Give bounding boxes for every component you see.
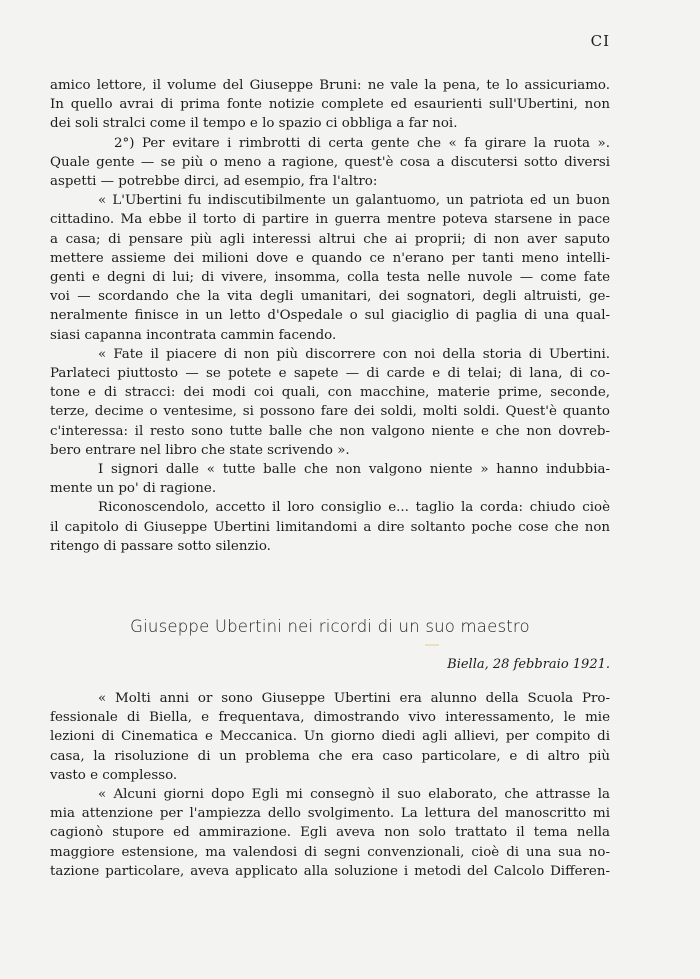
text-line: amico lettore, il volume del Giuseppe Bruni: ne vale la pena, te lo assicuriamo. — [50, 78, 610, 93]
text-line: « Molti anni or sono Giuseppe Ubertini era alunno della Scuola Pro- — [98, 691, 610, 706]
text-line: mia attenzione per l'ampiezza dello svolgimento. La lettura del manoscritto mi — [50, 806, 610, 822]
text-line: mettere assieme dei milioni dove e quando ce n'erano per tanti meno intelli- — [50, 250, 610, 266]
text-line: bero entrare nel libro che state scrivendo ». — [50, 442, 350, 458]
text-line: cagionò stupore ed ammirazione. Egli aveva non solo trattato il tema nella — [50, 825, 610, 841]
text-line: cittadino. Ma ebbe il torto di partire in guerra mentre poteva starsene in pace — [50, 212, 610, 228]
text-line: tazione particolare, aveva applicato alla soluzione i metodi del Calcolo Differen- — [50, 863, 610, 879]
text-line: 2°) Per evitare i rimbrotti di certa gente che « fa girare la ruota ». — [114, 135, 610, 151]
text-line: « Alcuni giorni dopo Egli mi consegnò il suo elaborato, che attrasse la — [98, 787, 610, 803]
text-line: il capitolo di Giuseppe Ubertini limitandomi a dire soltanto poche cose che non — [50, 519, 610, 535]
text-line: fessionale di Biella, e frequentava, dimostrando vivo interessamento, le mie — [50, 710, 610, 726]
text-line: « L'Ubertini fu indiscutibilmente un galantuomo, un patriota ed un buon — [98, 193, 610, 209]
text-line: aspetti — potrebbe dirci, ad esempio, fra l'altro: — [50, 174, 378, 190]
text-line: « Fate il piacere di non più discorrere con noi della storia di Ubertini. — [98, 346, 610, 362]
text-line: dei soli stralci come il tempo e lo spazio ci obbliga a far noi. — [50, 116, 458, 132]
text-line: casa, la risoluzione di un problema che era caso particolare, e di altro più — [50, 748, 610, 764]
text-line: lezioni di Cinematica e Meccanica. Un giorno diedi agli allievi, per compito di — [50, 729, 610, 745]
text-line: terze, decime o ventesime, si possono fare dei soldi, molti soldi. Quest'è quanto — [50, 404, 610, 420]
text-line: vasto e complesso. — [50, 767, 178, 783]
text-line: siasi capanna incontrata cammin facendo. — [50, 327, 337, 343]
body-text-bottom — [50, 689, 610, 881]
text-line: c'interessa: il resto sono tutte balle che non valgono niente e che non dovreb- — [50, 423, 610, 439]
paper-stain — [425, 644, 439, 646]
text-line: In quello avrai di prima fonte notizie complete ed esaurienti sull'Ubertini, non — [50, 97, 610, 113]
body-text-top — [50, 76, 610, 556]
text-line: a casa; di pensare più agli interessi altrui che ai proprii; di non aver saputo — [50, 231, 610, 247]
text-line: genti e degni di lui; di vivere, insomma, colla testa nelle nuvole — come fate — [50, 270, 610, 286]
text-line: ritengo di passare sotto silenzio. — [50, 538, 271, 554]
text-line: tone e di stracci: dei modi coi quali, con macchine, materie prime, seconde, — [50, 385, 610, 401]
text-line: neralmente finisce in un letto d'Ospedale o sul giaciglio di paglia di una qual- — [50, 308, 610, 324]
text-line: Quale gente — se più o meno a ragione, quest'è cosa a discutersi sotto diversi — [50, 154, 610, 170]
text-line: mente un po' di ragione. — [50, 481, 217, 497]
section-title: Giuseppe Ubertini nei ricordi di un suo maestro — [130, 617, 530, 636]
text-line: Parlateci piuttosto — se potete e sapete — di carde e di telai; di lana, di co- — [50, 366, 610, 382]
date-line: Biella, 28 febbraio 1921. — [447, 657, 610, 672]
text-line: I signori dalle « tutte balle che non valgono niente » hanno indubbia- — [98, 462, 610, 478]
text-line: maggiore estensione, ma valendosi di segni convenzionali, cioè di una sua no- — [50, 844, 610, 860]
page-number: CI — [590, 32, 610, 50]
text-line: voi — scordando che la vita degli umanitari, dei sognatori, degli altruisti, ge- — [50, 289, 610, 305]
text-line: Riconoscendolo, accetto il loro consiglio e... taglio la corda: chiudo cioè — [98, 500, 610, 516]
